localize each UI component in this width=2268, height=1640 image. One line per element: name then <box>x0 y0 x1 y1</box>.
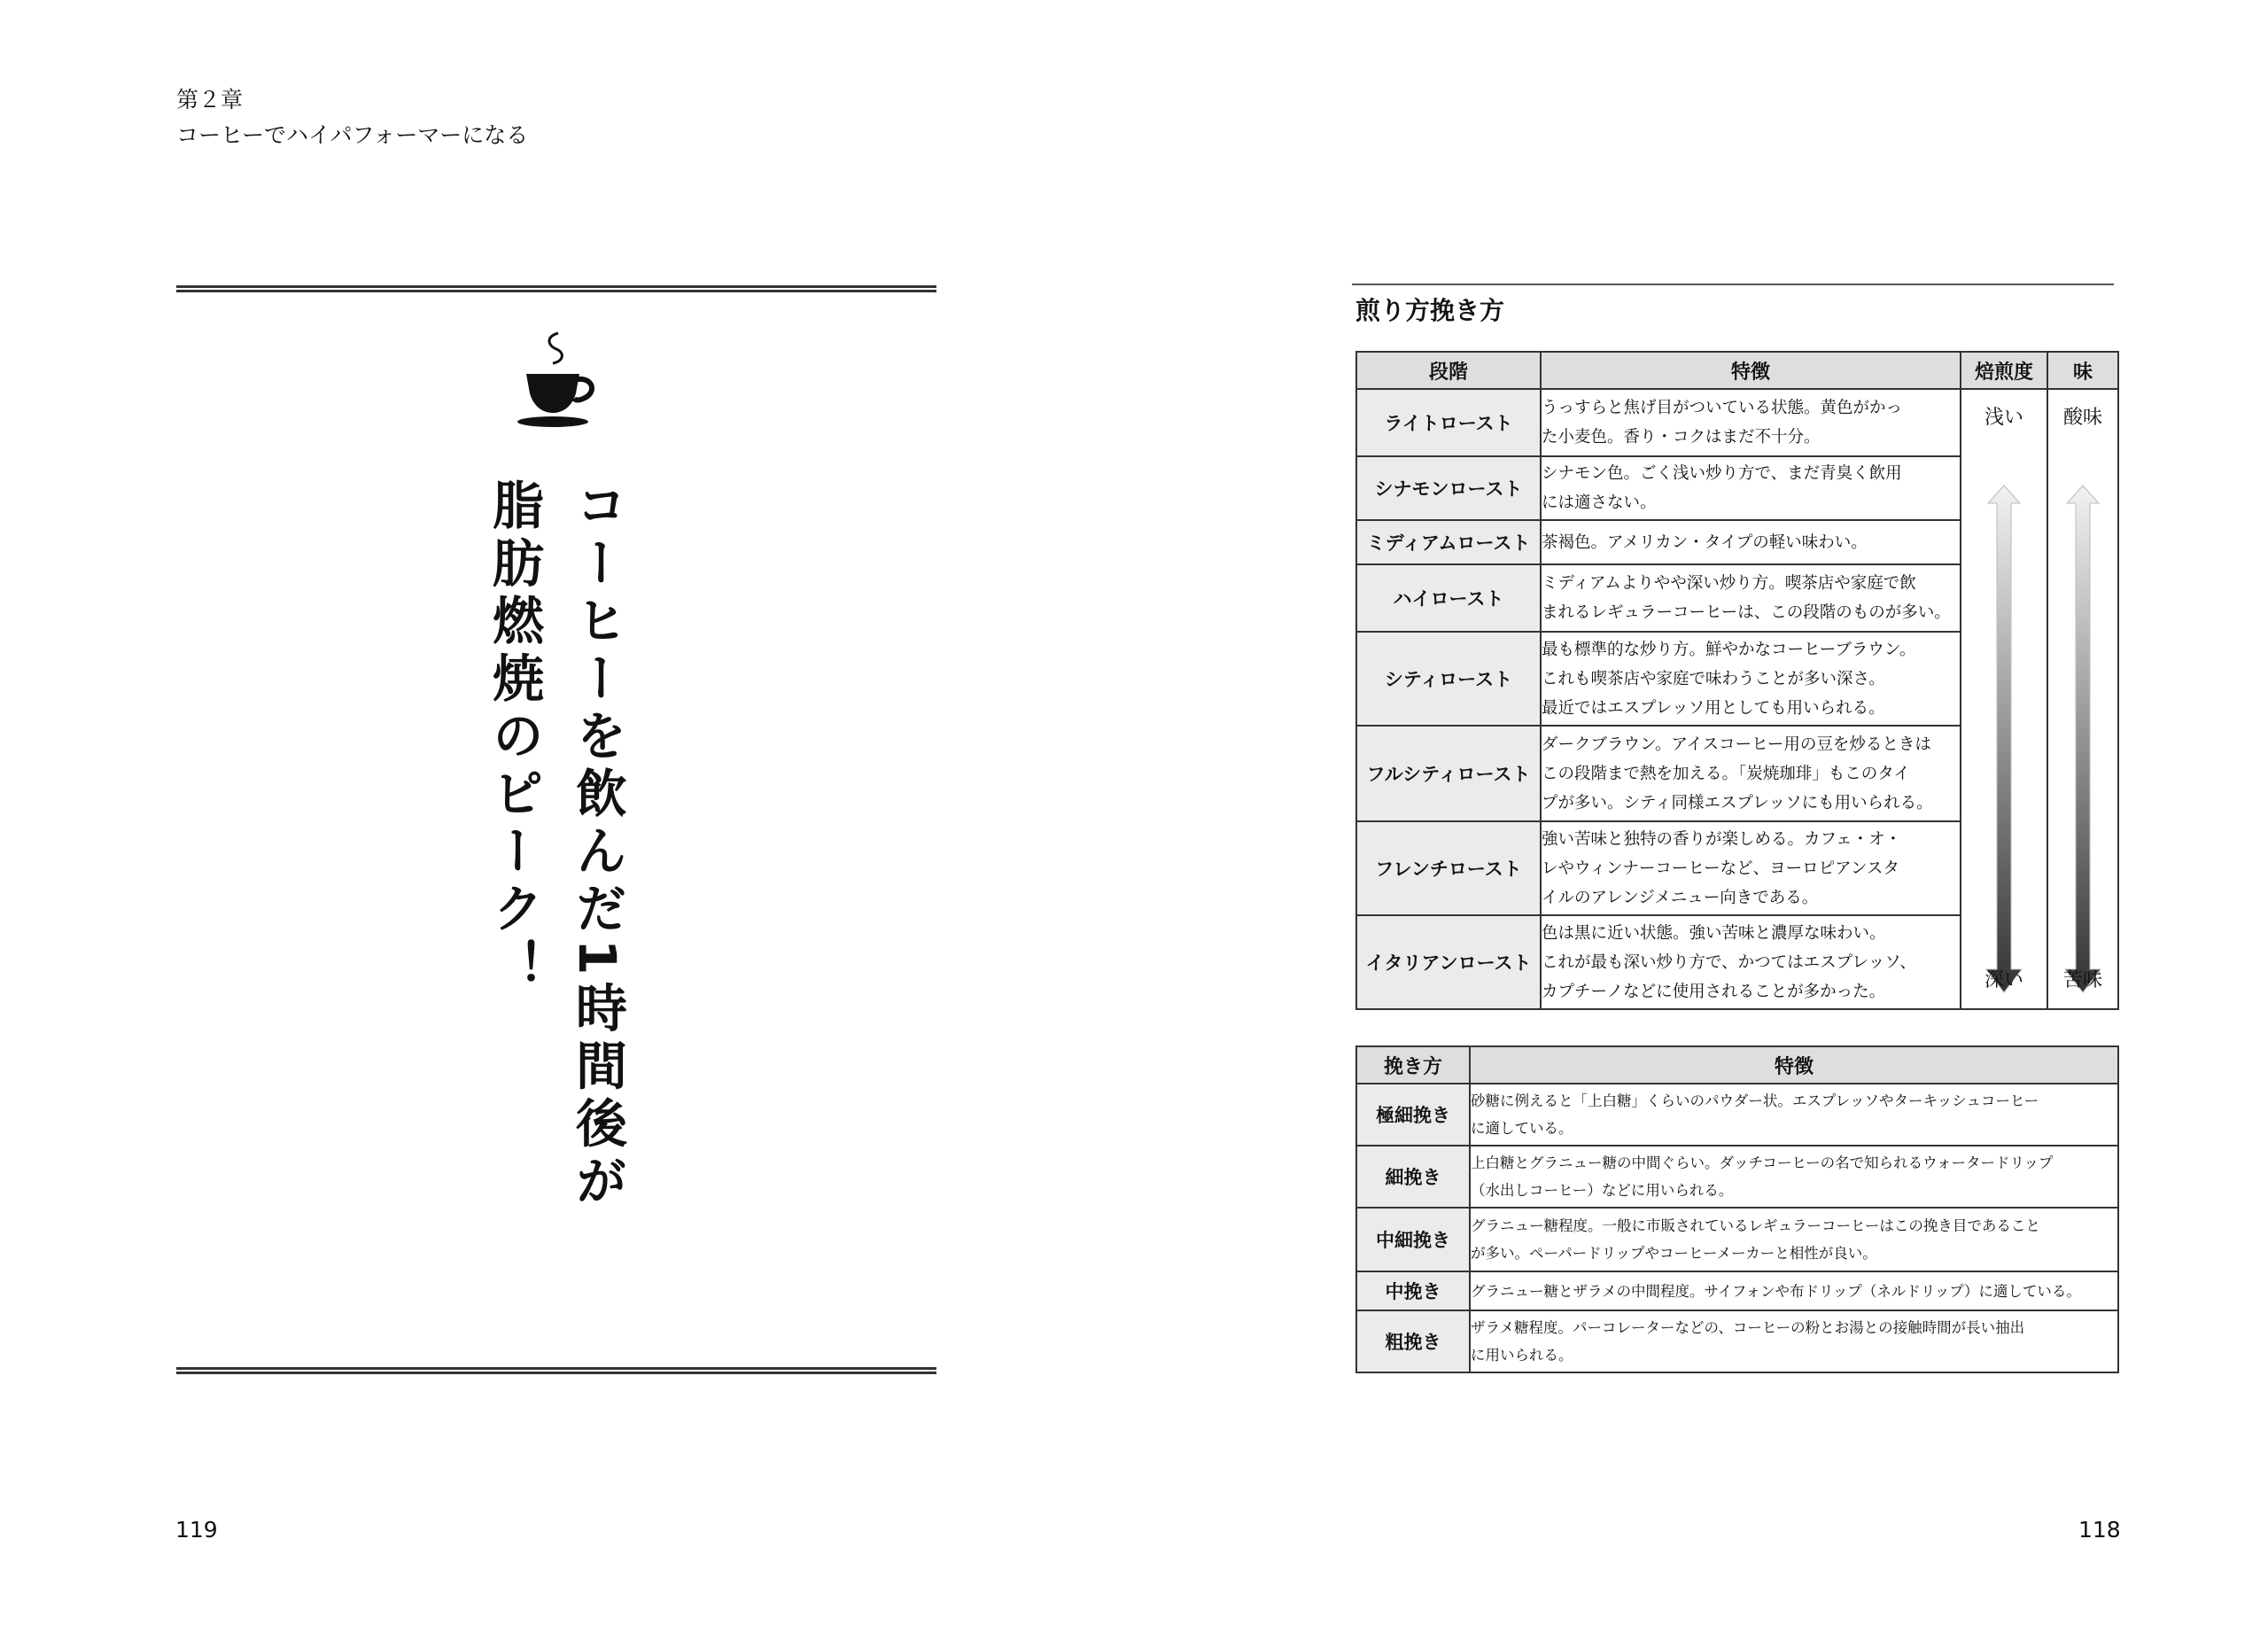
grind-feature: 上白糖とグラニュー糖の中間ぐらい。ダッチコーヒーの名で知られるウォータードリップ （水出しコーヒー）などに用いられる。 <box>1470 1146 2118 1208</box>
roast-stage: イタリアンロースト <box>1356 915 1541 1009</box>
grind-feature: ザラメ糖程度。パーコレーターなどの、コーヒーの粉とお湯との接触時間が長い抽出 に用いられる。 <box>1470 1310 2118 1372</box>
headline-line-1: コーヒーを飲んだ1時間後が <box>567 478 627 1212</box>
roast-header-degree: 焙煎度 <box>1961 352 2047 389</box>
page-number-right: 118 <box>2078 1517 2121 1543</box>
roast-feature: ダークブラウン。アイスコーヒー用の豆を炒るときは この段階まで熱を加える。「炭焼珈琲」もこのタイ プが多い。シティ同様エスプレッソにも用いられる。 <box>1541 726 1961 821</box>
taste-bottom: 苦味 <box>2062 969 2102 991</box>
roast-degree-gauge <box>1961 389 2047 1009</box>
grind-feature: グラニュー糖とザラメの中間程度。サイフォンや布ドリップ（ネルドリップ）に適している。 <box>1470 1271 2118 1310</box>
grind-feature: 砂糖に例えると「上白糖」くらいのパウダー状。エスプレッソやターキッシュコーヒー に適している。 <box>1470 1084 2118 1146</box>
grind-stage: 粗挽き <box>1356 1310 1470 1372</box>
grind-stage: 極細挽き <box>1356 1084 1470 1146</box>
top-double-rule <box>176 285 936 292</box>
headline-line-2: 脂肪燃焼のピーク！ <box>484 478 544 997</box>
chapter-title: コーヒーでハイパフォーマーになる <box>176 122 529 148</box>
grind-header-stage: 挽き方 <box>1356 1046 1470 1084</box>
roast-degree-bottom: 深い <box>1984 969 2023 991</box>
taste-top: 酸味 <box>2062 407 2102 429</box>
grind-header-feature: 特徴 <box>1470 1046 2118 1084</box>
section-title: 煎り方挽き方 <box>1355 296 1505 325</box>
taste-arrow-icon <box>2063 484 2102 994</box>
roast-stage: ハイロースト <box>1356 564 1541 632</box>
roast-feature: 茶褐色。アメリカン・タイプの軽い味わい。 <box>1541 520 1961 564</box>
roast-header-feature: 特徴 <box>1541 352 1961 389</box>
roast-table <box>1355 351 2119 1010</box>
bottom-double-rule <box>176 1367 936 1374</box>
table-row <box>1356 1146 2118 1208</box>
grind-stage: 中細挽き <box>1356 1208 1470 1271</box>
roast-stage: シナモンロースト <box>1356 456 1541 520</box>
roast-degree-top: 浅い <box>1984 407 2023 429</box>
coffee-cup-icon <box>517 328 599 432</box>
roast-header-taste: 味 <box>2047 352 2118 389</box>
table-row <box>1356 1208 2118 1271</box>
roast-feature: 色は黒に近い状態。強い苦味と濃厚な味わい。 これが最も深い炒り方で、かつてはエスプレッソ、 カプチーノなどに使用されることが多かった。 <box>1541 915 1961 1009</box>
roast-feature: 最も標準的な炒り方。鮮やかなコーヒーブラウン。 これも喫茶店や家庭で味わうことが多い深さ。 最近ではエスプレッソ用としても用いられる。 <box>1541 632 1961 726</box>
table-row <box>1356 1310 2118 1372</box>
grind-stage: 細挽き <box>1356 1146 1470 1208</box>
roast-degree-arrow-icon <box>1984 484 2023 994</box>
taste-gauge <box>2047 389 2118 1009</box>
roast-feature: 強い苦味と独特の香りが楽しめる。カフェ・オ・ レやウィンナーコーヒーなど、ヨーロピアンスタ イルのアレンジメニュー向きである。 <box>1541 821 1961 915</box>
grind-stage: 中挽き <box>1356 1271 1470 1310</box>
roast-feature: シナモン色。ごく浅い炒り方で、まだ青臭く飲用 には適さない。 <box>1541 456 1961 520</box>
page-number-left: 119 <box>175 1517 218 1543</box>
grind-table <box>1355 1045 2119 1373</box>
roast-stage: フレンチロースト <box>1356 821 1541 915</box>
table-row <box>1356 1084 2118 1146</box>
roast-feature: うっすらと焦げ目がついている状態。黄色がかっ た小麦色。香り・コクはまだ不十分。 <box>1541 389 1961 456</box>
roast-stage: ライトロースト <box>1356 389 1541 456</box>
grind-feature: グラニュー糖程度。一般に市販されているレギュラーコーヒーはこの挽き目であること が多い。ペーパードリップやコーヒーメーカーと相性が良い。 <box>1470 1208 2118 1271</box>
roast-stage: シティロースト <box>1356 632 1541 726</box>
table-row <box>1356 1271 2118 1310</box>
table-row <box>1356 389 2118 456</box>
roast-stage: ミディアムロースト <box>1356 520 1541 564</box>
section-top-rule <box>1352 284 2114 285</box>
chapter-label: 第２章 <box>176 87 244 113</box>
roast-feature: ミディアムよりやや深い炒り方。喫茶店や家庭で飲 まれるレギュラーコーヒーは、この段階のものが多い。 <box>1541 564 1961 632</box>
roast-header-stage: 段階 <box>1356 352 1541 389</box>
roast-stage: フルシティロースト <box>1356 726 1541 821</box>
